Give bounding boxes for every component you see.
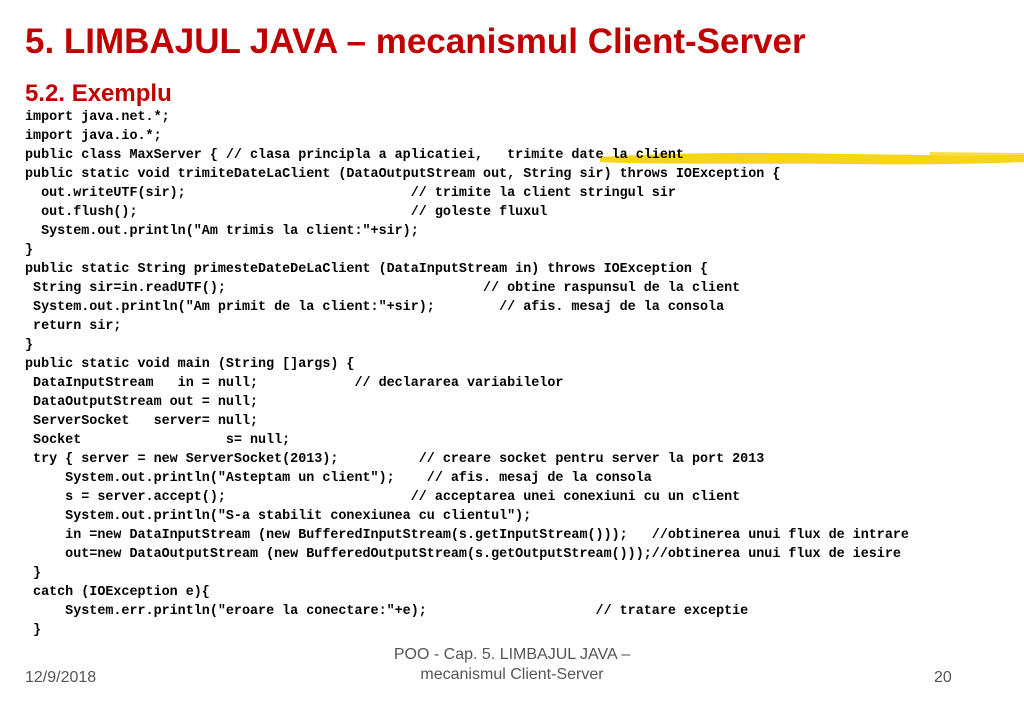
- code-line: out.writeUTF(sir); // trimite la client stringul sir: [25, 186, 676, 201]
- code-line: }: [25, 243, 34, 258]
- code-line: s = server.accept(); // acceptarea unei conexiuni cu un client: [25, 490, 741, 505]
- code-listing: [25, 108, 909, 640]
- code-line: in =new DataInputStream (new BufferedInputStream(s.getInputStream())); //obtinerea unui flux de intrare: [25, 528, 909, 543]
- code-line: import java.net.*;: [25, 110, 170, 125]
- footer-caption: [312, 645, 712, 685]
- code-line: String sir=in.readUTF(); // obtine raspunsul de la client: [25, 281, 741, 296]
- code-line: DataOutputStream out = null;: [25, 395, 259, 410]
- code-line: }: [25, 338, 34, 353]
- code-line: catch (IOException e){: [25, 585, 210, 600]
- code-line: out=new DataOutputStream (new BufferedOutputStream(s.getOutputStream()));//obtinerea unui flux de iesire: [25, 547, 901, 562]
- footer-caption-line1: POO - Cap. 5. LIMBAJUL JAVA –: [393, 646, 631, 663]
- code-line: ServerSocket server= null;: [25, 414, 259, 429]
- slide-subtitle: 5.2. Exemplu: [25, 80, 172, 107]
- footer-caption-line2: mecanismul Client-Server: [420, 666, 604, 683]
- code-line: System.err.println("eroare la conectare:"+e); // tratare exceptie: [25, 604, 749, 619]
- footer-date: 12/9/2018: [25, 669, 97, 686]
- slide-title: 5. LIMBAJUL JAVA – mecanismul Client-Server: [25, 22, 806, 61]
- code-line: }: [25, 623, 42, 638]
- code-line: return sir;: [25, 319, 122, 334]
- code-line: }: [25, 566, 42, 581]
- code-line: public static void main (String []args) {: [25, 357, 355, 372]
- code-line: DataInputStream in = null; // declararea variabilelor: [25, 376, 564, 391]
- code-line: public static void trimiteDateLaClient (DataOutputStream out, String sir) throws IOException {: [25, 167, 781, 182]
- code-line: System.out.println("Am trimis la client:"+sir);: [25, 224, 419, 239]
- page-number: 20: [934, 669, 952, 686]
- code-line: public static String primesteDateDeLaClient (DataInputStream in) throws IOException {: [25, 262, 709, 277]
- code-line: out.flush(); // goleste fluxul: [25, 205, 548, 220]
- code-line: Socket s= null;: [25, 433, 291, 448]
- code-line: import java.io.*;: [25, 129, 162, 144]
- code-line: try { server = new ServerSocket(2013); // creare socket pentru server la port 2013: [25, 452, 765, 467]
- code-line: System.out.println("Am primit de la client:"+sir); // afis. mesaj de la consola: [25, 300, 725, 315]
- code-line: public class MaxServer { // clasa principla a aplicatiei, trimite date la client: [25, 148, 684, 163]
- code-line: System.out.println("S-a stabilit conexiunea cu clientul");: [25, 509, 532, 524]
- code-line: System.out.println("Asteptam un client"); // afis. mesaj de la consola: [25, 471, 652, 486]
